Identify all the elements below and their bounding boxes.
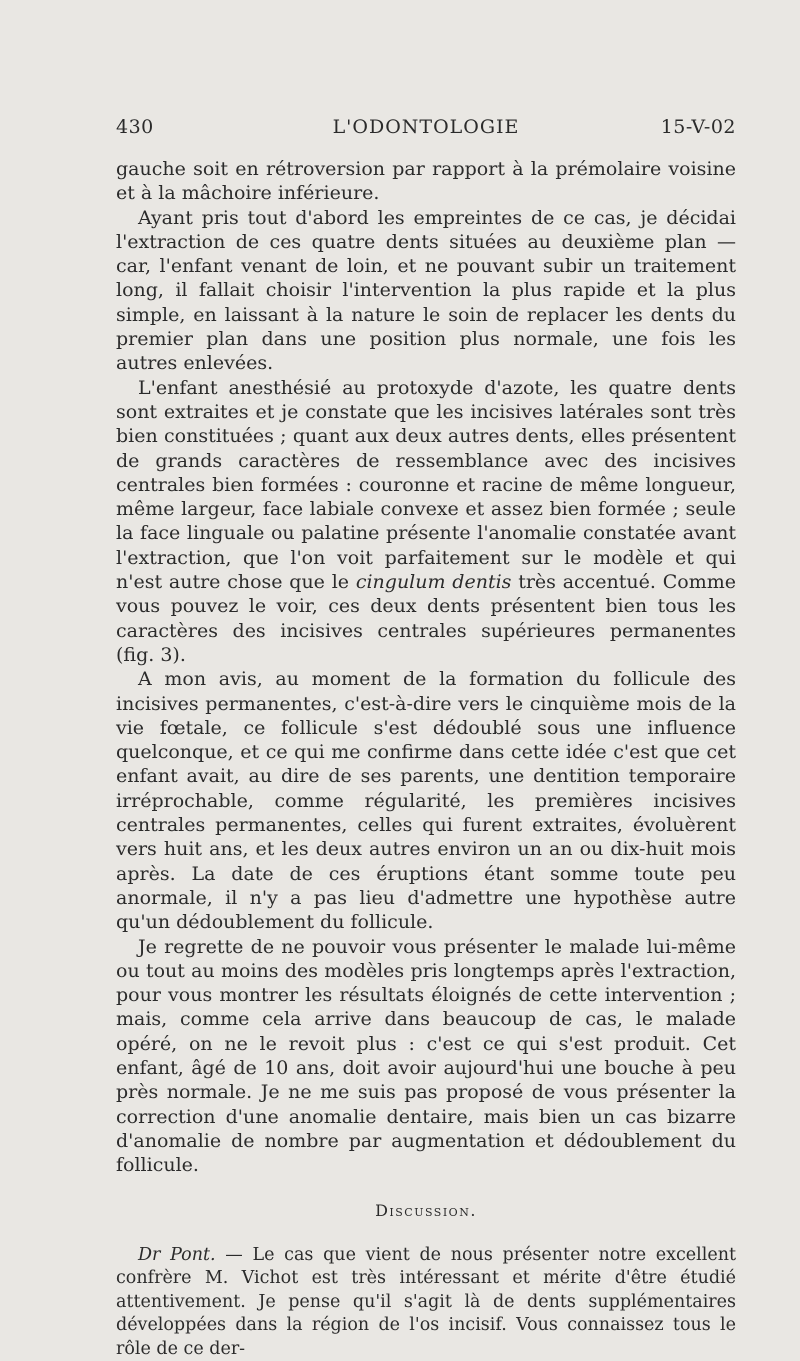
speaker-name: Dr Pont. [138,1244,216,1265]
issue-date: 15-V-02 [660,116,736,138]
section-heading: Discussion. [375,1201,477,1221]
journal-title: L'ODONTOLOGIE [332,116,520,138]
paragraph-text: L'enfant anesthésié au protoxyde d'azote, les quatre dents sont extraites et je constate que les incisives latérales sont très bien constituées ; quant aux deux autres dents, elles présentent de grands caractères de ressemblance avec des incisives centrales bien formées : couronne et racine de même longueur, même largeur, face labiale convexe et assez bien formée ; seule la face linguale ou palatine présente l'anomalie constatée avant l'extraction, que l'on voit parfaitement sur le modèle et qui n'est autre chose que le [116,376,736,594]
paragraph: A mon avis, au moment de la formation du follicule des incisives permanentes, c'est-à-dire vers le cinquième mois de la vie fœtale, ce follicule s'est dédoublé sous une influence quelconque, et ce qui me confirme dans cette idée c'est que cet enfant avait, au dire de ses parents, une dentition temporaire irréprochable, comme régularité, les premières incisives centrales permanentes, celles qui furent extraites, évoluèrent vers huit ans, et les deux autres environ un an ou dix-huit mois après. La date de ces éruptions étant somme toute peu anormale, il n'y a pas lieu d'admettre une hypothèse autre qu'un dédoublement du follicule. [116,668,736,934]
paragraph: Je regrette de ne pouvoir vous présenter le malade lui-même ou tout au moins des modèles pris longtemps après l'extraction, pour vous montrer les résultats éloignés de cette intervention ; mais, comme cela arrive dans beaucoup de cas, le malade opéré, on ne le revoit plus : c'est ce qui s'est produit. Cet enfant, âgé de 10 ans, doit avoir aujourd'hui une bouche à peu près normale. Je ne me suis pas proposé de vous présenter la correction d'une anomalie dentaire, mais bien un cas bizarre d'anomalie de nombre par augmentation et dédoublement du follicule. [116,935,736,1177]
paragraph: Ayant pris tout d'abord les empreintes de ce cas, je décidai l'extraction de ces quatre dents situées au deuxième plan — car, l'enfant venant de loin, et ne pouvant subir un traitement long, il fallait choisir l'intervention la plus rapide et la plus simple, en laissant à la nature le soin de replacer les dents du premier plan dans une position plus normale, une fois les autres enlevées. [116,206,736,375]
paragraph [116,376,736,668]
paragraph: gauche soit en rétroversion par rapport à la prémolaire voisine et à la mâchoire inférieure. [116,158,736,205]
paragraph-text: très accentué. Comme vous pouvez le voir, ces deux dents présentent bien tous les caractères des incisives centrales supérieures permanentes (fig. 3). [116,571,736,666]
paragraph [116,1244,736,1361]
paragraph-text: — Le cas que vient de nous présenter notre excellent confrère M. Vichot est très intéressant et mérite d'être étudié attentivement. Je pense qu'il s'agit là de dents supplémentaires développées dans la région de l'os incisif. Vous connaissez tous le rôle de ce der- [116,1244,736,1359]
page-number: 430 [116,116,154,138]
discussion-block [116,1244,736,1361]
latin-term: cingulum dentis [355,571,512,594]
article-body [116,157,736,1361]
running-header [116,116,736,146]
